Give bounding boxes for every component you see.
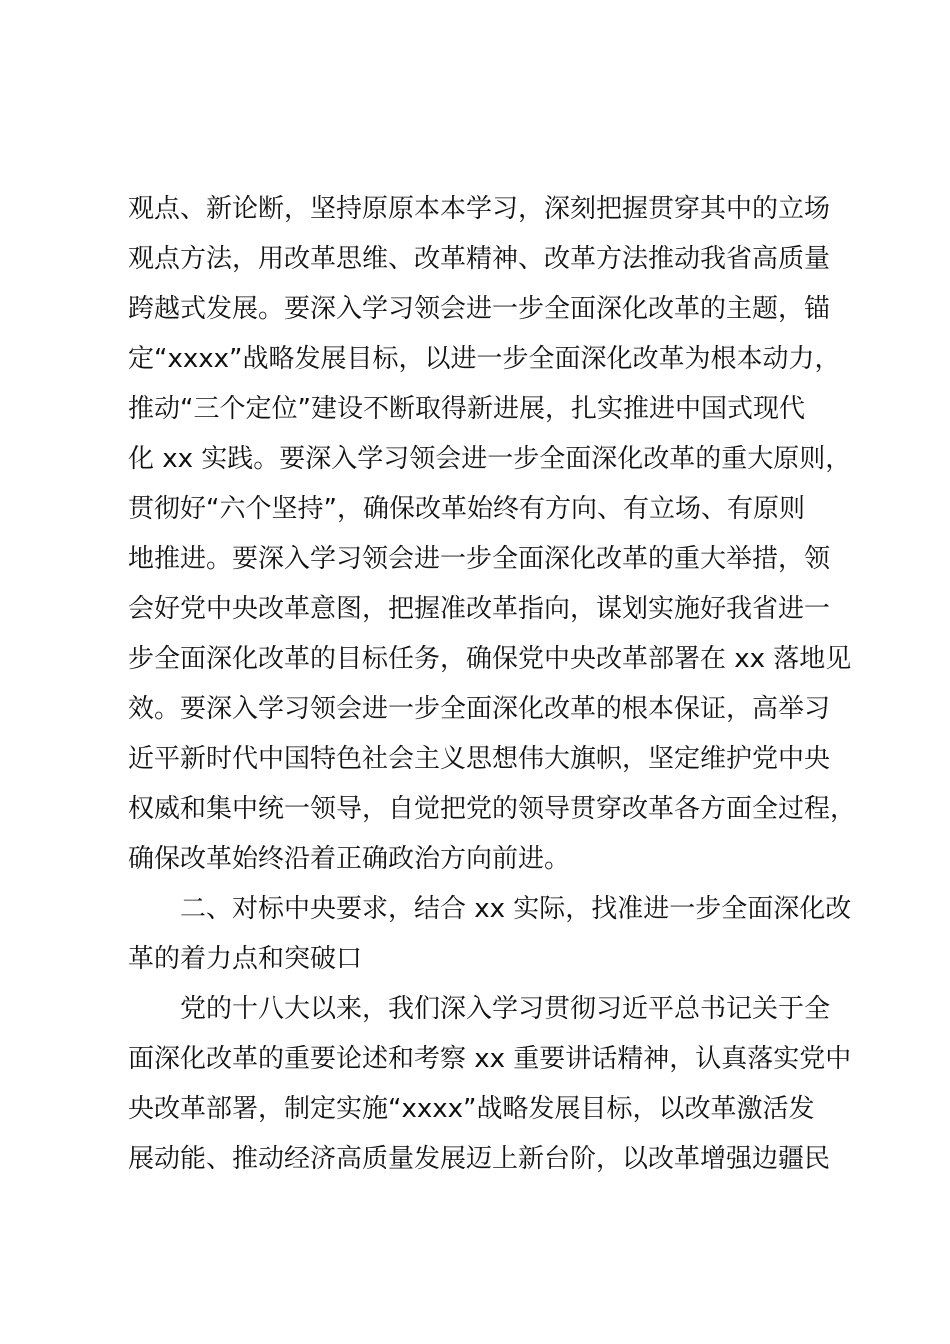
text-line: 步全面深化改革的目标任务，确保党中央改革部署在 xx 落地见	[128, 644, 852, 674]
text-line: 化 xx 实践。要深入学习领会进一步全面深化改革的重大原则，	[128, 444, 852, 474]
text-line: 权威和集中统一领导，自觉把党的领导贯穿改革各方面全过程，	[128, 794, 857, 824]
text-line: 地推进。要深入学习领会进一步全面深化改革的重大举措，领	[128, 544, 831, 574]
text-line: 推动“三个定位”建设不断取得新进展，扎实推进中国式现代	[128, 394, 805, 424]
text-line: 党的十八大以来，我们深入学习贯彻习近平总书记关于全	[128, 994, 831, 1024]
text-line: 展动能、推动经济高质量发展迈上新台阶，以改革增强边疆民	[128, 1144, 831, 1174]
section-heading-line: 二、对标中央要求，结合 xx 实际，找准进一步全面深化改	[128, 894, 852, 924]
text-line: 会好党中央改革意图，把握准改革指向，谋划实施好我省进一	[128, 594, 831, 624]
text-line: 观点、新论断，坚持原原本本学习，深刻把握贯穿其中的立场	[128, 194, 831, 224]
text-line: 效。要深入学习领会进一步全面深化改革的根本保证，高举习	[128, 694, 831, 724]
text-line: 定“xxxx”战略发展目标，以进一步全面深化改革为根本动力，	[128, 344, 841, 374]
text-line: 贯彻好“六个坚持”，确保改革始终有方向、有立场、有原则	[128, 494, 805, 524]
text-line: 确保改革始终沿着正确政治方向前进。	[128, 844, 571, 874]
text-line: 面深化改革的重要论述和考察 xx 重要讲话精神，认真落实党中	[128, 1044, 852, 1074]
text-line: 近平新时代中国特色社会主义思想伟大旗帜，坚定维护党中央	[128, 744, 831, 774]
section-heading-line: 革的着力点和突破口	[128, 944, 363, 974]
text-line: 观点方法，用改革思维、改革精神、改革方法推动我省高质量	[128, 244, 831, 274]
text-line: 跨越式发展。要深入学习领会进一步全面深化改革的主题，锚	[128, 294, 831, 324]
body-text	[128, 184, 857, 1184]
text-line: 央改革部署，制定实施“xxxx”战略发展目标，以改革激活发	[128, 1094, 815, 1124]
